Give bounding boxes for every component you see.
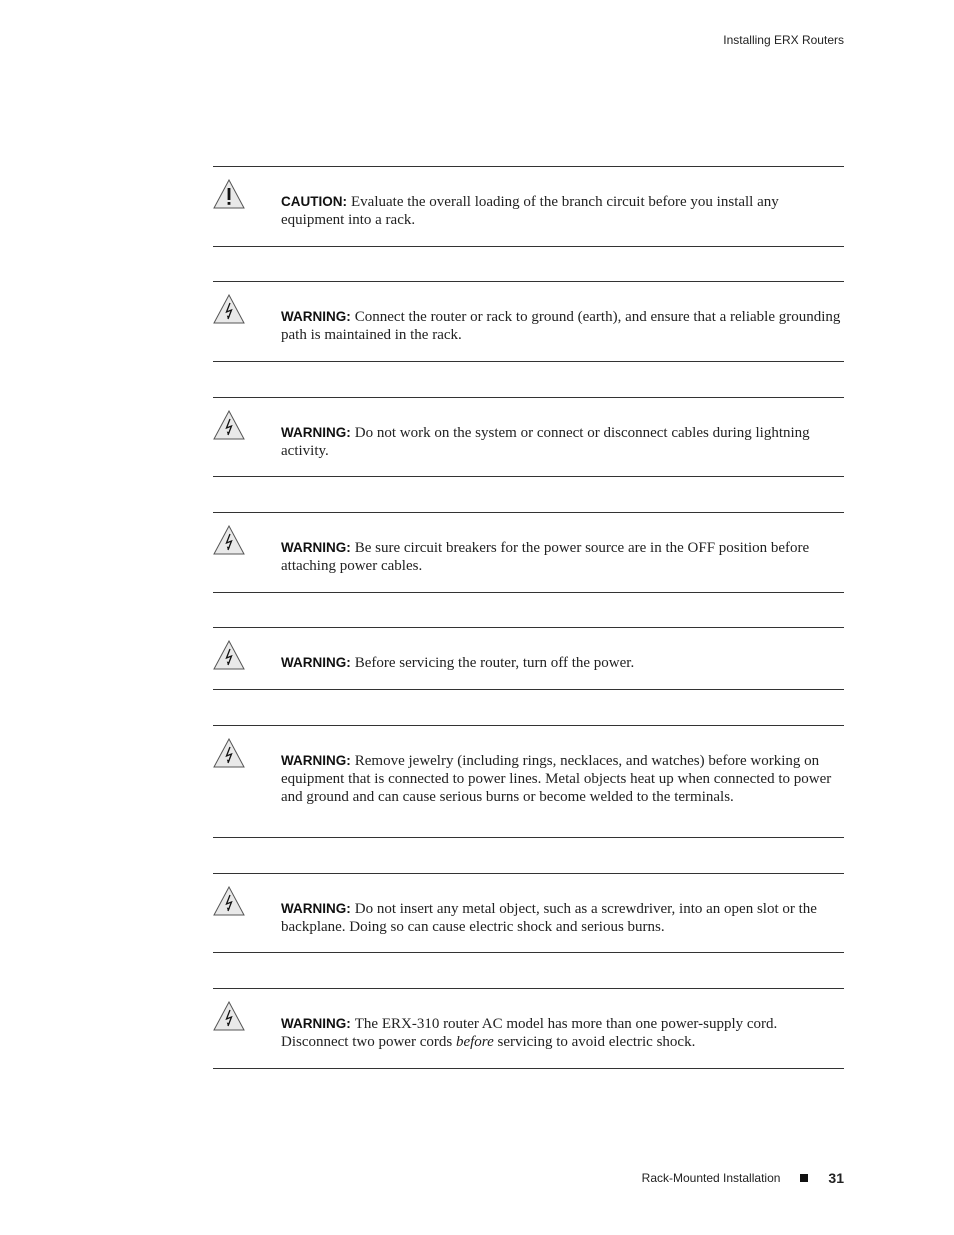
notice-body: Before servicing the router, turn off the power.: [354, 655, 635, 671]
notice-label: WARNING:: [281, 309, 351, 324]
notice-text: [281, 539, 844, 575]
warning-notice: [213, 627, 844, 690]
notice-text: [281, 1015, 844, 1051]
notice-text: [281, 752, 844, 806]
warning-notice: [213, 725, 844, 838]
electrical-warning-icon: [213, 410, 245, 440]
caution-exclamation-icon: [213, 179, 245, 209]
running-header: Installing ERX Routers: [723, 33, 844, 47]
notice-body: Remove jewelry (including rings, necklaces, and watches) before working on equipment that is connected to power lines. Metal objects heat up when connected to power and ground and can cause serious burns or become welded to the terminals.: [281, 753, 832, 805]
notice-body: Evaluate the overall loading of the branch circuit before you install any equipment into a rack.: [281, 194, 779, 228]
notice-label: WARNING:: [281, 901, 351, 916]
notice-text: [281, 900, 844, 936]
warning-notice: [213, 397, 844, 477]
notice-text: [281, 193, 844, 229]
notice-text: [281, 424, 844, 460]
electrical-warning-icon: [213, 640, 245, 670]
notice-label: WARNING:: [281, 655, 351, 670]
warning-notice: [213, 512, 844, 593]
warning-notice: [213, 873, 844, 953]
electrical-warning-icon: [213, 738, 245, 768]
electrical-warning-icon: [213, 886, 245, 916]
notice-body: Do not work on the system or connect or disconnect cables during lightning activity.: [281, 425, 810, 459]
notice-label: WARNING:: [281, 1016, 351, 1031]
caution-notice: [213, 166, 844, 247]
notice-label: WARNING:: [281, 753, 351, 768]
footer-square-icon: [800, 1174, 808, 1182]
notice-label: WARNING:: [281, 540, 351, 555]
notice-body: The ERX-310 router AC model has more than one power-supply cord. Disconnect two power cords: [281, 1016, 778, 1050]
notice-label: CAUTION:: [281, 194, 347, 209]
electrical-warning-icon: [213, 1001, 245, 1031]
notice-body: Do not insert any metal object, such as a screwdriver, into an open slot or the backplane. Doing so can cause electric shock and serious burns.: [281, 901, 817, 935]
page-number: 31: [828, 1170, 844, 1186]
electrical-warning-icon: [213, 294, 245, 324]
notice-text: [281, 654, 844, 672]
electrical-warning-icon: [213, 525, 245, 555]
notice-body: Be sure circuit breakers for the power source are in the OFF position before attaching power cables.: [281, 540, 810, 574]
warning-notice: [213, 281, 844, 362]
notice-body-end: servicing to avoid electric shock.: [493, 1034, 696, 1050]
notice-label: WARNING:: [281, 425, 351, 440]
notice-body: Connect the router or rack to ground (earth), and ensure that a reliable grounding path is maintained in the rack.: [281, 309, 841, 343]
notice-emphasis: before: [455, 1034, 494, 1050]
page-footer: [642, 1170, 844, 1186]
notice-text: [281, 308, 844, 344]
footer-section-title: Rack-Mounted Installation: [641, 1171, 781, 1185]
warning-notice: [213, 988, 844, 1069]
